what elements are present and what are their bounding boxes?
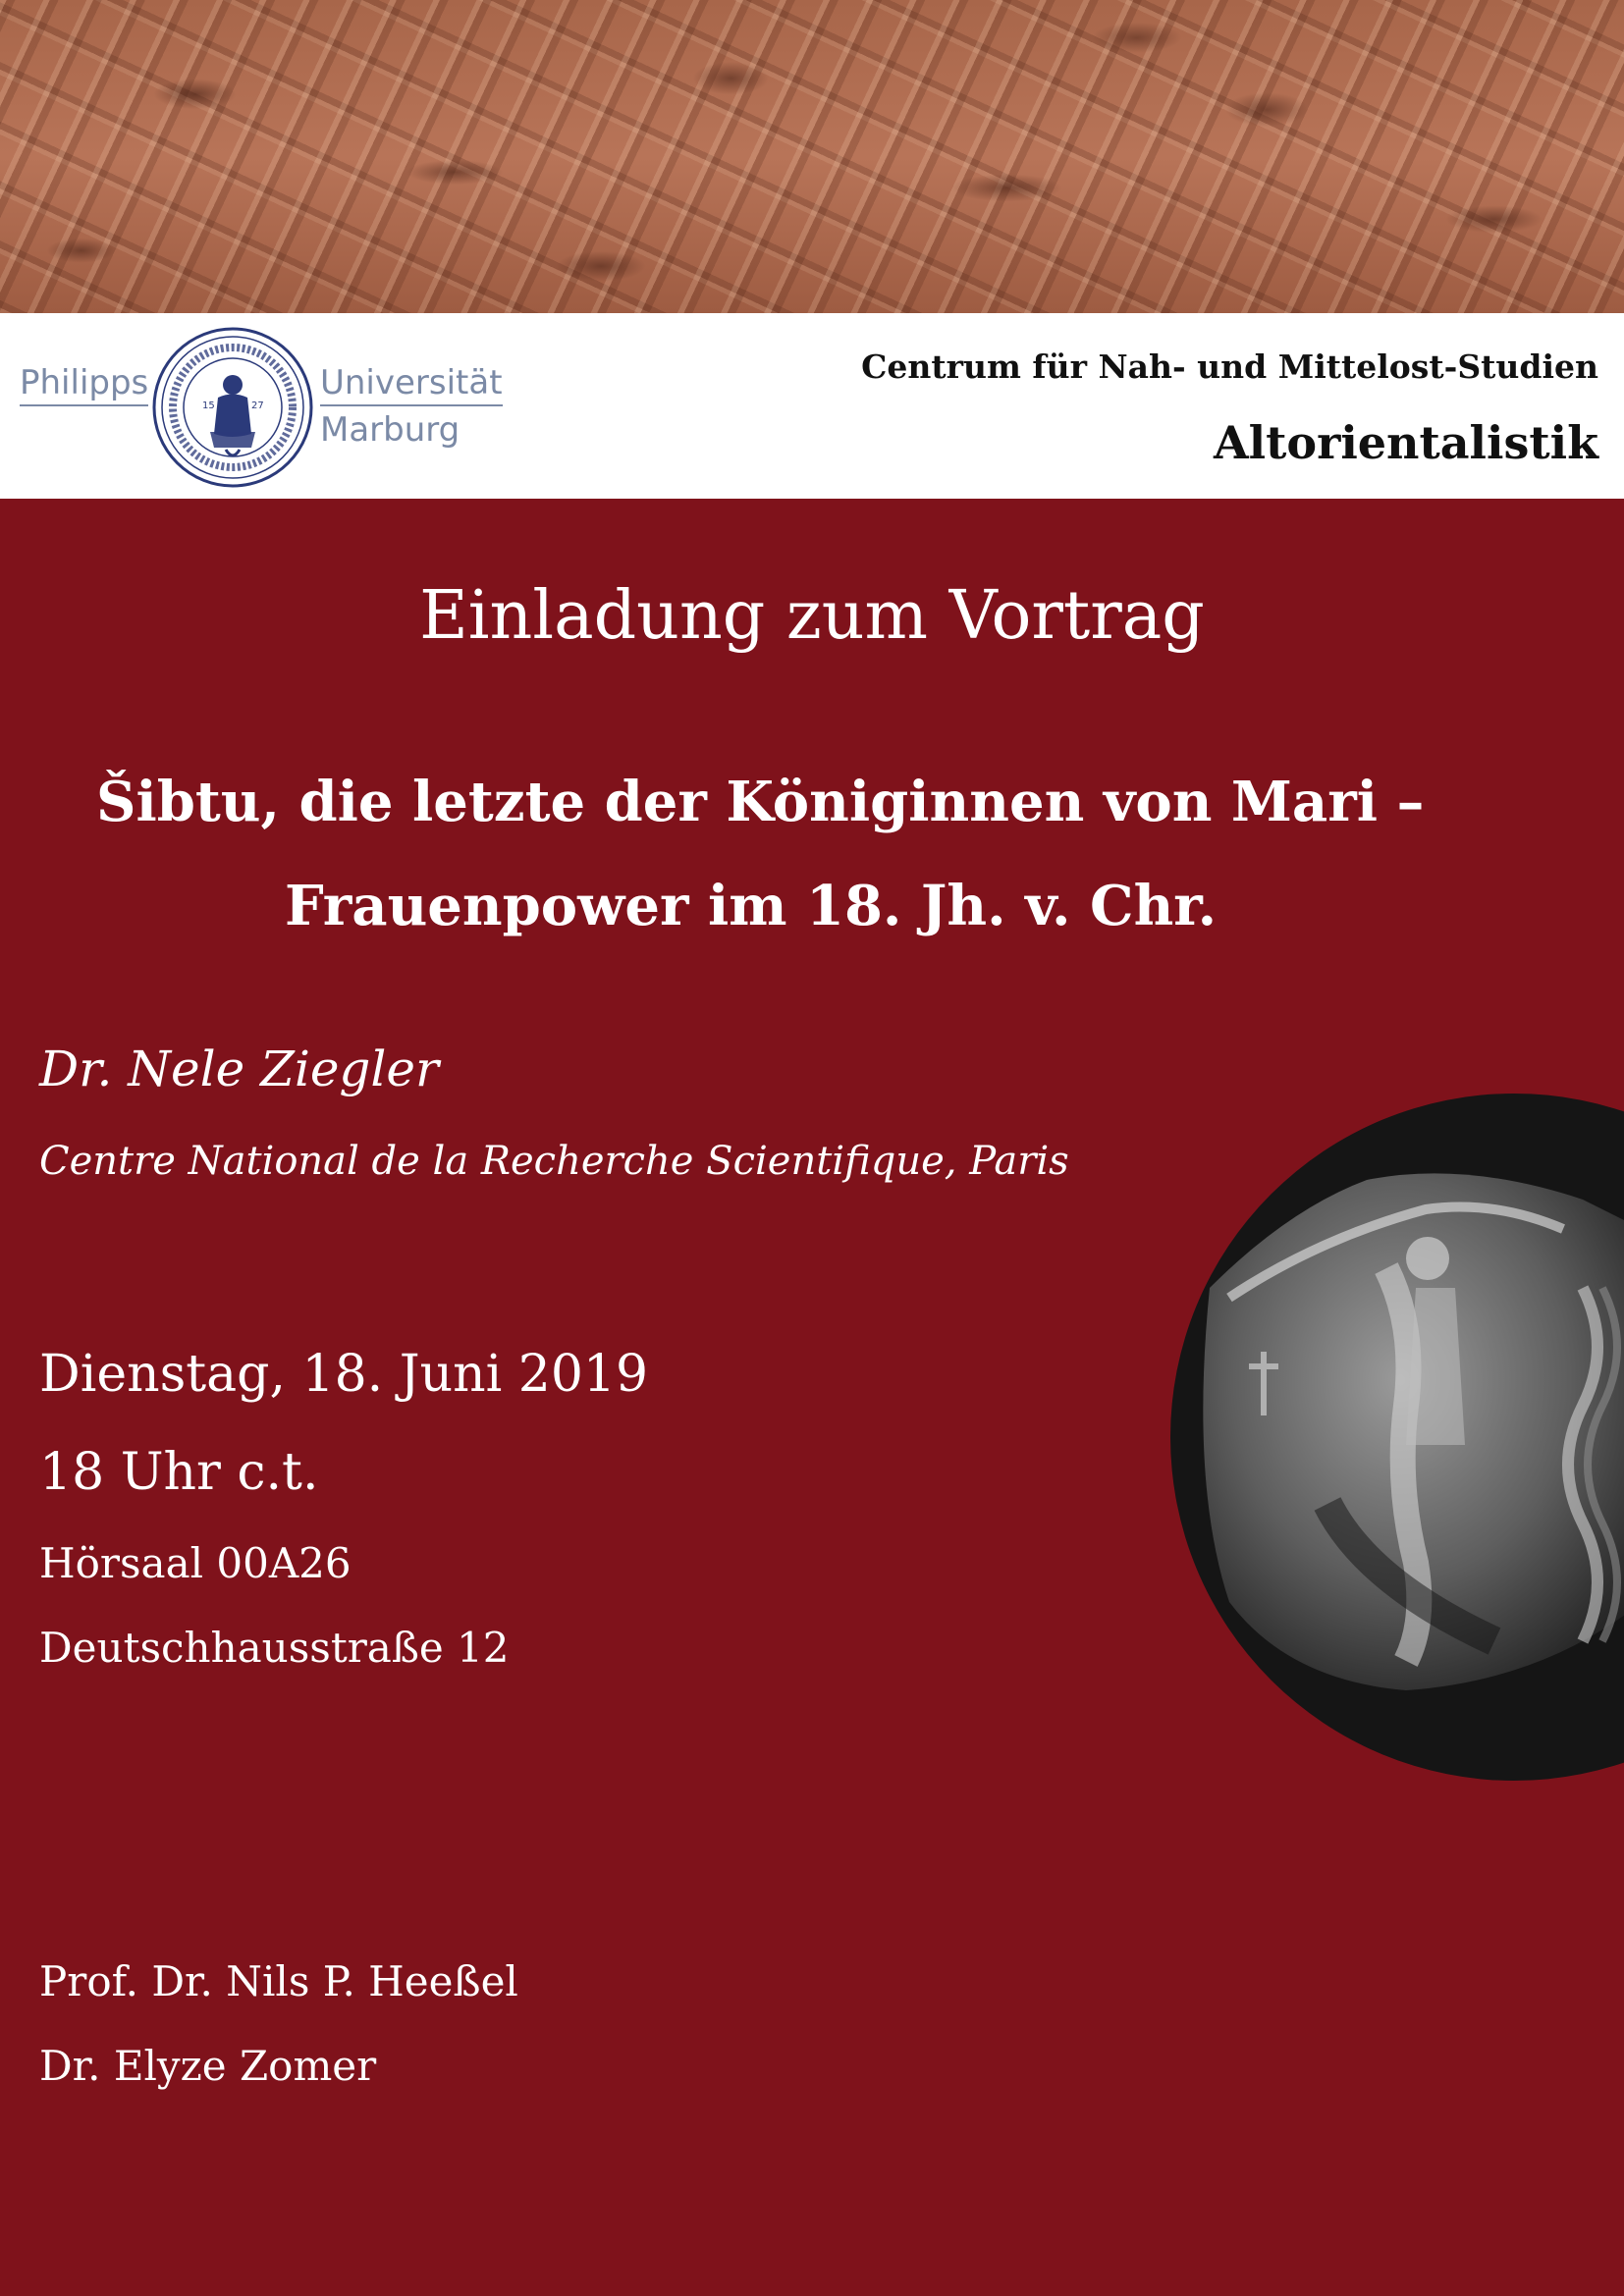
svg-text:15: 15 [202, 400, 215, 411]
centre-name: Centrum für Nah- und Mittelost-Studien [861, 347, 1598, 386]
lecture-title-line2: Frauenpower im 18. Jh. v. Chr. [285, 874, 1218, 938]
organizer-2: Dr. Elyze Zomer [39, 2042, 377, 2090]
cuneiform-tablet-banner [0, 0, 1624, 313]
lecture-title-line1: Šibtu, die letzte der Königinnen von Mari – [96, 770, 1425, 834]
department-name: Altorientalistik [1213, 416, 1598, 469]
invitation-heading: Einladung zum Vortrag [419, 577, 1205, 655]
logo-universitaet-text: Universität [320, 363, 503, 406]
event-room: Hörsaal 00A26 [39, 1539, 352, 1587]
event-time: 18 Uhr c.t. [39, 1443, 319, 1502]
logo-marburg-text: Marburg [320, 410, 460, 450]
event-date: Dienstag, 18. Juni 2019 [39, 1345, 649, 1404]
logo-philipps-text: Philipps [20, 363, 148, 406]
university-logo [20, 324, 503, 491]
svg-text:27: 27 [251, 400, 264, 411]
organizer-1: Prof. Dr. Nils P. Heeßel [39, 1957, 518, 2005]
seal-relief-image [1170, 1092, 1624, 1781]
university-seal-icon [149, 324, 316, 491]
speaker-name: Dr. Nele Ziegler [39, 1041, 439, 1097]
speaker-affiliation: Centre National de la Recherche Scientifique, Paris [39, 1139, 1069, 1184]
event-address: Deutschhausstraße 12 [39, 1624, 510, 1672]
